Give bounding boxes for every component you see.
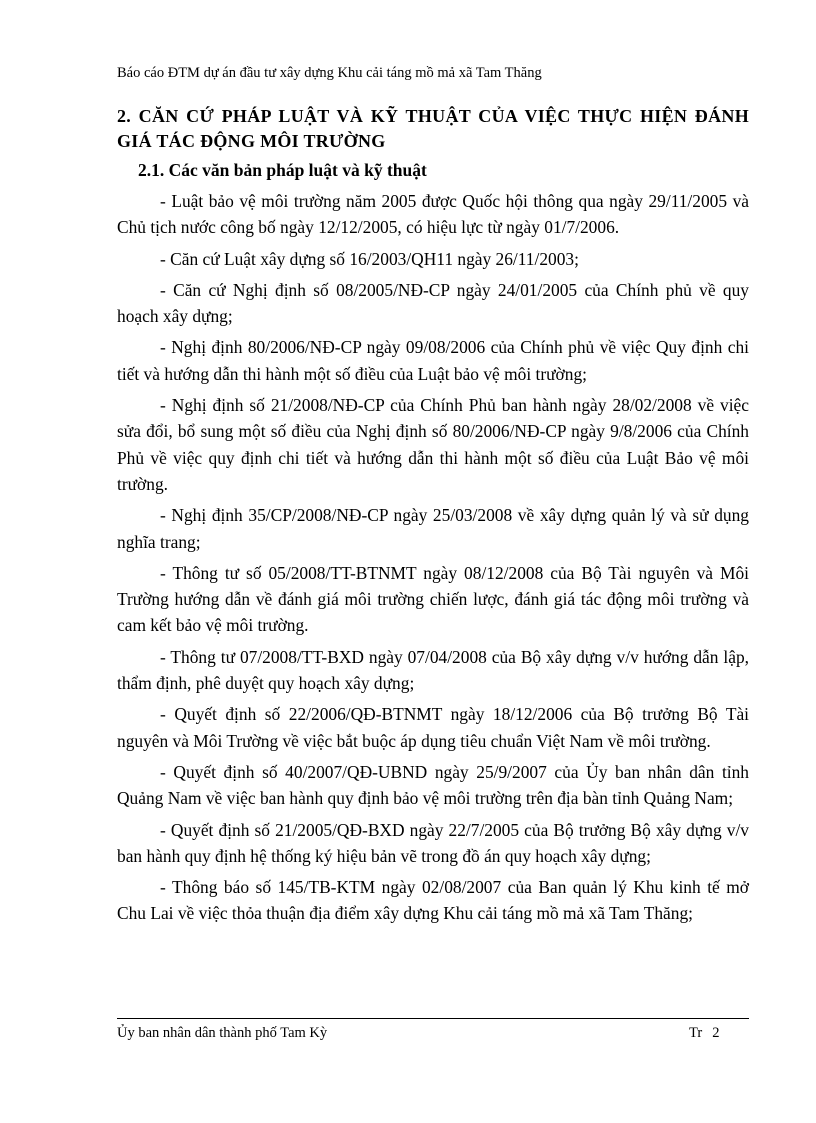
footer-divider [117, 1018, 749, 1019]
list-item: - Căn cứ Luật xây dựng số 16/2003/QH11 ngày 26/11/2003; [160, 248, 579, 269]
list-item: - Quyết định số 40/2007/QĐ-UBND ngày 25/9/2007 của Ủy ban nhân dân tỉnh Quảng Nam về việc ban hành quy định bảo vệ môi trường trên địa bàn tỉnh Quảng Nam; [117, 761, 749, 809]
list-item: - Nghị định 35/CP/2008/NĐ-CP ngày 25/03/2008 về xây dựng quản lý và sử dụng nghĩa trang; [117, 505, 749, 552]
legal-documents-list [117, 188, 749, 932]
list-item: - Căn cứ Nghị định số 08/2005/NĐ-CP ngày 24/01/2005 của Chính phủ về quy hoạch xây dựng; [117, 279, 749, 327]
list-item: - Nghị định 80/2006/NĐ-CP ngày 09/08/2006 của Chính phủ về việc Quy định chi tiết và hướng dẫn thi hành một số điều của Luật bảo vệ môi trường; [117, 337, 749, 384]
list-item: - Thông báo số 145/TB-KTM ngày 02/08/2007 của Ban quản lý Khu kinh tế mở Chu Lai về việc thỏa thuận địa điểm xây dựng Khu cải táng mồ mả xã Tam Thăng; [117, 877, 749, 924]
footer-page-indicator [689, 1023, 719, 1043]
list-item: - Thông tư 07/2008/TT-BXD ngày 07/04/2008 của Bộ xây dựng v/v hướng dẫn lập, thẩm định, phê duyệt quy hoạch xây dựng; [117, 646, 749, 694]
footer-organization: Ủy ban nhân dân thành phố Tam Kỳ [117, 1025, 328, 1041]
list-item: - Quyết định số 21/2005/QĐ-BXD ngày 22/7/2005 của Bộ trưởng Bộ xây dựng v/v ban hành quy định hệ thống ký hiệu bản vẽ trong đồ án quy hoạch xây dựng; [117, 819, 749, 866]
list-item: - Thông tư số 05/2008/TT-BTNMT ngày 08/12/2008 của Bộ Tài nguyên và Môi Trường hướng dẫn về đánh giá môi trường chiến lược, đánh giá tác động môi trường và cam kết bảo vệ môi trường. [117, 562, 749, 636]
sub-heading: 2.1. Các văn bản pháp luật và kỹ thuật [138, 160, 427, 180]
page-label: Tr [689, 1025, 703, 1041]
page-number: 2 [712, 1025, 720, 1041]
list-item: - Nghị định số 21/2008/NĐ-CP của Chính Phủ ban hành ngày 28/02/2008 về việc sửa đổi, bổ sung một số điều của Nghị định số 80/2006/NĐ-CP ngày 9/8/2006 của Chính Phủ về việc quy định chi tiết và hướng dẫn thi hành một số điều của Luật Bảo vệ môi trường. [117, 395, 749, 494]
list-item: - Luật bảo vệ môi trường năm 2005 được Quốc hội thông qua ngày 29/11/2005 và Chủ tịch nước công bố ngày 12/12/2005, có hiệu lực từ ngày 01/7/2006. [117, 191, 749, 238]
running-header: Báo cáo ĐTM dự án đầu tư xây dựng Khu cải táng mồ mả xã Tam Thăng [117, 65, 542, 81]
section-heading: 2. CĂN CỨ PHÁP LUẬT VÀ KỸ THUẬT CỦA VIỆC THỰC HIỆN ĐÁNH GIÁ TÁC ĐỘNG MÔI TRƯỜNG [117, 106, 749, 151]
list-item: - Quyết định số 22/2006/QĐ-BTNMT ngày 18/12/2006 của Bộ trưởng Bộ Tài nguyên và Môi Trường về việc bắt buộc áp dụng tiêu chuẩn Việt Nam về môi trường. [117, 704, 749, 751]
